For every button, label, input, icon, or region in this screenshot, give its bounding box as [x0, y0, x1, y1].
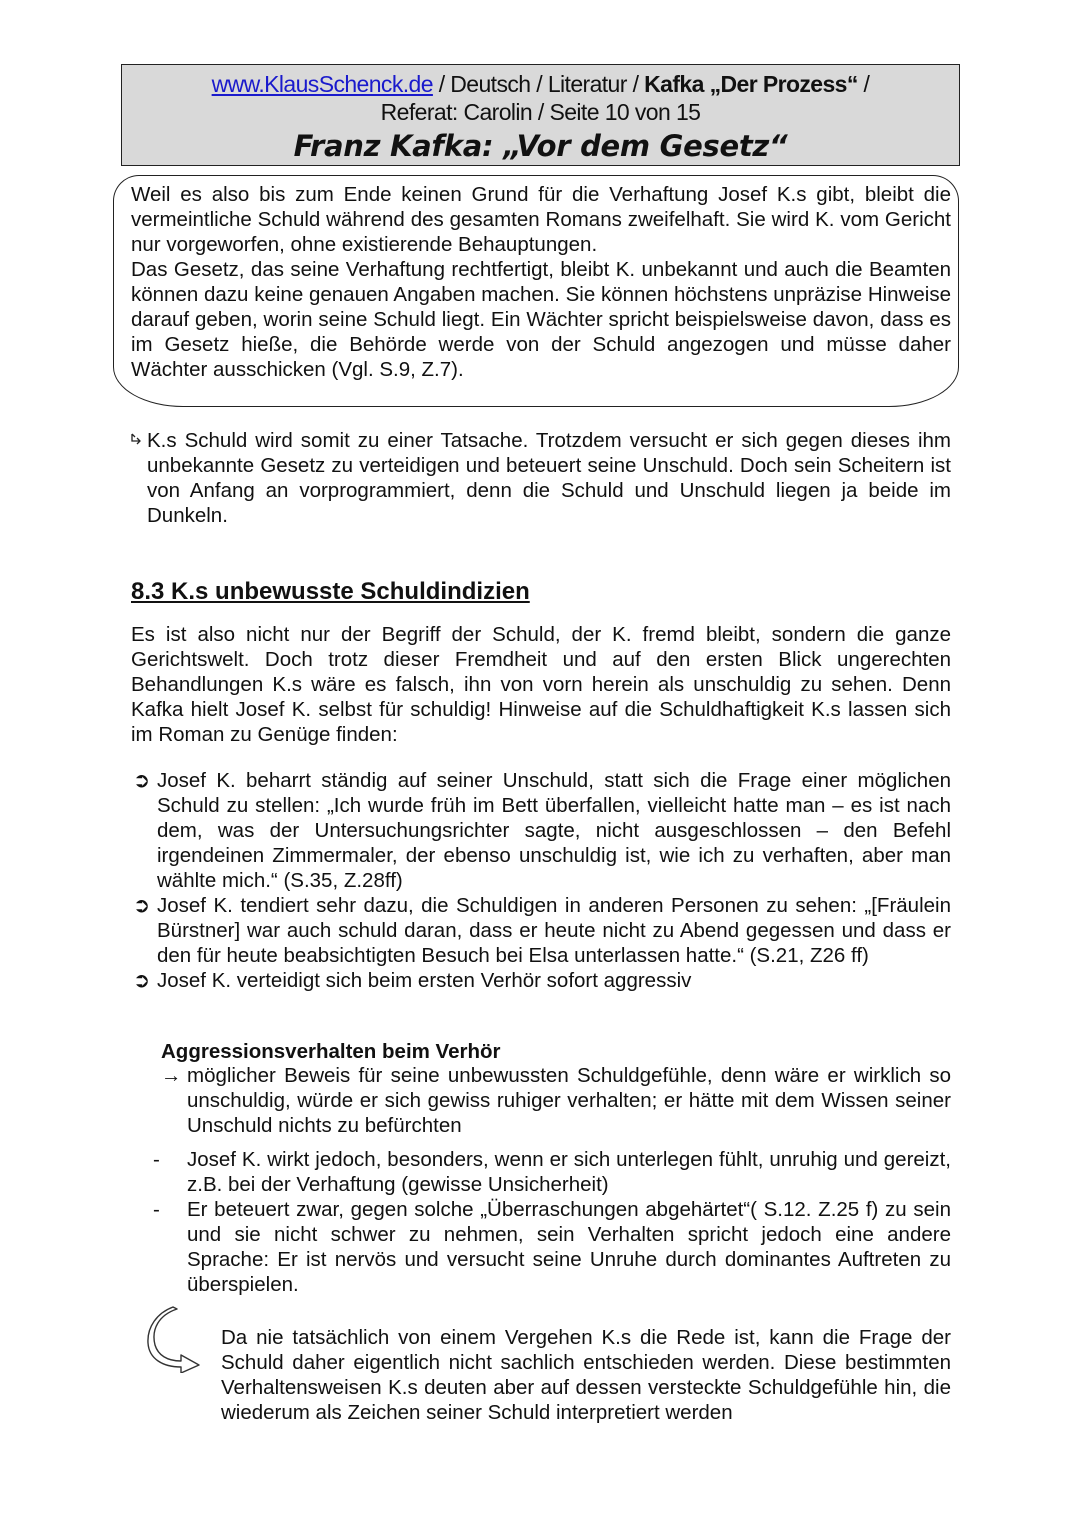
page-title: Franz Kafka: „Vor dem Gesetz“ [293, 129, 788, 163]
header-page-info: Referat: Carolin / Seite 10 von 15 [380, 99, 701, 125]
box-paragraph-2: Das Gesetz, das seine Verhaftung rechtfertigt, bleibt K. unbekannt und auch die Beamten können dazu keine genauen Angaben machen. Sie können höchstens unpräzise Hinweise darauf geben, worin seine Schuld liegt. Ein Wächter spricht beispielsweise davon, dass es im Gesetz hieße, die Behörde werde von der Schuld angezogen und müsse daher Wächter ausschicken (Vgl. S.9, Z.7). [131, 258, 951, 381]
list-item [153, 1147, 951, 1197]
header-work-title: Kafka „Der Prozess“ [644, 71, 858, 97]
list-item [133, 968, 951, 993]
pointing-hand-icon [131, 428, 145, 453]
final-paragraph: Da nie tatsächlich von einem Vergehen K.s die Rede ist, kann die Frage der Schuld daher eigentlich nicht sachlich entschieden werden. Diese bestimmten Verhaltensweisen K.s deuten aber auf dessen versteckte Schuldgefühle hin, die wiederum als Zeichen seiner Schuld interpretiert werden [221, 1326, 951, 1424]
page-header [121, 64, 960, 166]
dash-bullet: - [153, 1198, 160, 1221]
bullet-arrow-icon: ➲ [133, 769, 151, 792]
bullet-arrow-icon: ➲ [133, 894, 151, 917]
header-path [122, 70, 959, 98]
list-item-text: Josef K. beharrt ständig auf seiner Unschuld, statt sich die Frage einer möglichen Schuld zu stellen: „Ich wurde früh im Bett überfallen, vielleicht hatte man – es ist nach dem, was der Untersuchungsrichter sagte, nicht ausgeschlossen – den Befehl irgendeinen Zimmermaler, der ebenso unschuldig ist, wie ich zu verhaften, aber man wählte mich.“ (S.35, Z.28ff) [157, 769, 951, 892]
conclusion-paragraph: K.s Schuld wird somit zu einer Tatsache. Trotzdem versucht er sich gegen dieses ihm unbekannte Gesetz zu verteidigen und beteuert seine Unschuld. Doch sein Scheitern ist von Anfang an vorprogrammiert, denn die Schuld und Unschuld liegen ja beide im Dunkeln. [147, 429, 951, 527]
section-intro: Es ist also nicht nur der Begriff der Schuld, der K. fremd bleibt, sondern die ganze Gerichtswelt. Doch trotz dieser Fremdheit und auf den ersten Blick ungerechten Behandlungen K.s wäre es falsch, ihn von vorn herein als unschuldig zu sehen. Denn Kafka hielt Josef K. selbst für schuldig! Hinweise auf die Schuldhaftigkeit K.s lassen sich im Roman zu Genüge finden: [131, 623, 951, 746]
list-item [133, 893, 951, 968]
curved-arrow-icon [147, 1305, 205, 1373]
list-item-text: Josef K. wirkt jedoch, besonders, wenn er sich unterlegen fühlt, unruhig und gereizt, z.B. bei der Verhaftung (gewisse Unsicherheit) [187, 1148, 951, 1196]
site-link[interactable]: www.KlausSchenck.de [211, 71, 433, 97]
dash-bullet: - [153, 1148, 160, 1171]
header-path-text: / Deutsch / Literatur / [432, 71, 645, 97]
dash-list [153, 1147, 951, 1297]
box-paragraph-1: Weil es also bis zum Ende keinen Grund für die Verhaftung Josef K.s gibt, bleibt die vermeintliche Schuld während des gesamten Romans zweifelhaft. Sie wird K. vom Gericht nur vorgeworfen, ohne existierende Behauptungen. [131, 183, 951, 256]
list-item [133, 768, 951, 893]
list-item-text: Josef K. verteidigt sich beim ersten Verhör sofort aggressiv [157, 969, 692, 992]
list-item [153, 1197, 951, 1297]
right-arrow-icon: → [161, 1064, 182, 1087]
header-path-tail: / [857, 71, 870, 97]
bullet-arrow-icon: ➲ [133, 969, 151, 992]
list-item-text: Josef K. tendiert sehr dazu, die Schuldigen in anderen Personen zu sehen: „[Fräulein Bürstner] war auch schuld daran, dass er heute nicht zu Abend gegessen und dass er den für heute beabsichtigten Besuch bei Elsa unterlassen hatte.“ (S.21, Z26 ff) [157, 894, 951, 967]
evidence-list [133, 768, 951, 993]
arrow-note [161, 1063, 951, 1138]
subsection-heading: Aggressionsverhalten beim Verhör [161, 1040, 501, 1063]
arrow-note-text: möglicher Beweis für seine unbewussten Schuldgefühle, denn wäre er wirklich so unschuldig, würde er sich gewiss ruhiger verhalten; er hätte mit dem Wissen seiner Unschuld nichts zu befürchten [187, 1064, 951, 1137]
section-heading: 8.3 K.s unbewusste Schuldindizien [131, 578, 530, 605]
list-item-text: Er beteuert zwar, gegen solche „Überraschungen abgehärtet“( S.12. Z.25 f) zu sein und sie nicht schwer zu nehmen, sein Verhalten spricht jedoch eine andere Sprache: Er ist nervös und versucht seine Unruhe durch dominantes Auftreten zu überspielen. [187, 1198, 951, 1296]
